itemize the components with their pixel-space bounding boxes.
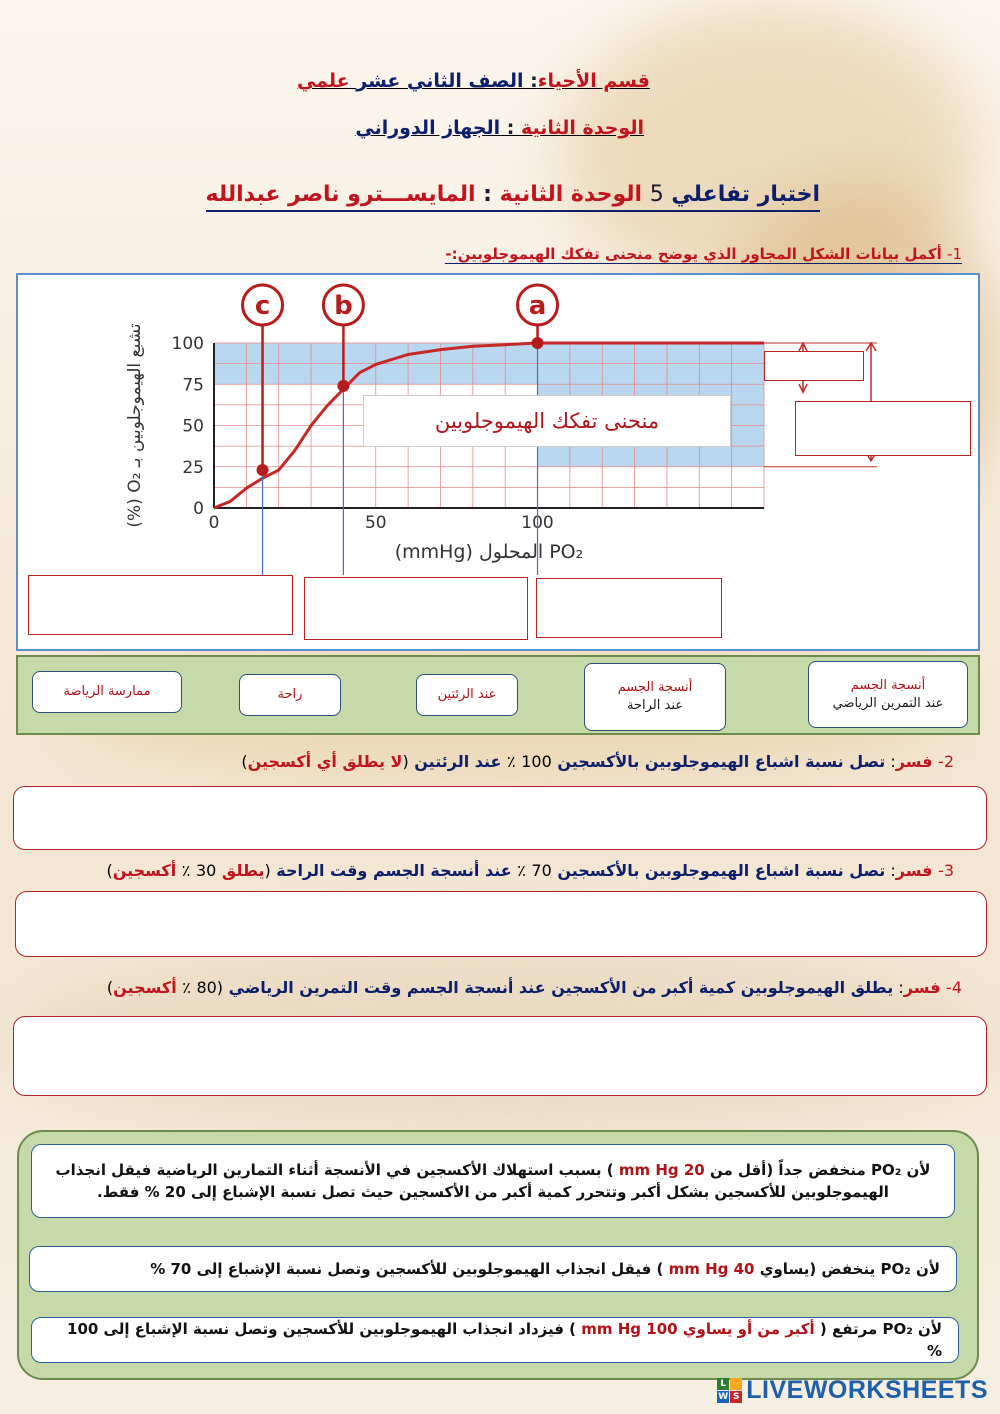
- word-chip-exercise[interactable]: [32, 671, 182, 713]
- answer-2-part-1: لأن PO₂ ينخفض (يساوي: [759, 1259, 940, 1278]
- y-tick-label: 100: [171, 334, 204, 354]
- grade-label: الصف الثاني عشر: [356, 70, 524, 92]
- q1-text: أكمل بيانات الشكل المجاور الذي يوضح منحنى تفكك الهيموجلوبين:-: [445, 245, 942, 263]
- answer-2-part-3: ) فيقل انجذاب الهيموجلوبين للأكسجين وتصل نسبة الإشباع إلى 70 %: [150, 1259, 664, 1278]
- x-axis-label: (mmHg) المحلول PO₂: [394, 541, 584, 563]
- quiz-title: اختبار تفاعلي 5 الوحدة الثانية : المايســـترو ناصر عبدالله: [206, 182, 820, 212]
- author-name: المايســـترو ناصر عبدالله: [205, 182, 476, 207]
- y-tick-label: 0: [193, 499, 204, 519]
- q2-note: لا يطلق أي أكسجين: [247, 752, 403, 771]
- chip-1-line-2: عند التمرين الرياضي: [832, 695, 944, 711]
- y-tick-label: 25: [182, 457, 204, 478]
- answer-3-part-1: لأن PO₂ مرتفع (: [819, 1319, 942, 1338]
- question-4: 4- فسر: يطلق الهيموجلوبين كمية أكبر من الأكسجين عند أنسجة الجسم وقت التمرين الرياضي (80 ٪ أكسجين): [106, 978, 962, 997]
- x-tick-label: 100: [521, 513, 554, 533]
- marker-c-point: [257, 464, 269, 476]
- q2-value: 100: [521, 752, 552, 771]
- answer-box-c[interactable]: [28, 575, 293, 635]
- marker-a-point: [532, 337, 544, 349]
- dept-label: قسم الأحياء: [537, 70, 650, 92]
- answer-1-part-1: لأن PO₂ منخفض جداً (أقل من: [709, 1160, 931, 1179]
- question-1: [445, 245, 962, 264]
- q4-text: يطلق الهيموجلوبين كمية أكبر من الأكسجين عند أنسجة الجسم وقت التمرين الرياضي: [228, 978, 894, 997]
- q3-note-tail: أكسجين: [112, 861, 177, 880]
- answer-option-1[interactable]: [31, 1144, 955, 1218]
- q3-note-value: 30: [195, 861, 217, 880]
- q3-text: تصل نسبة اشباع الهيموجلوبين بالأكسجين: [557, 861, 886, 880]
- q2-number: 2-: [938, 752, 954, 771]
- answer-box-b[interactable]: [304, 577, 528, 640]
- logo-tile-l: L: [717, 1378, 729, 1390]
- q3-tail: عند أنسجة الجسم وقت الراحة: [276, 861, 512, 880]
- q1-number: 1-: [947, 245, 962, 263]
- quiz-label: اختبار تفاعلي: [671, 182, 820, 207]
- marker-b-label: b: [334, 291, 353, 321]
- marker-a-label: a: [528, 291, 547, 321]
- answer-2-part-2: 40 mm Hg: [668, 1259, 755, 1278]
- liveworksheets-logo-icon: [717, 1378, 742, 1403]
- q3-number: 3-: [938, 861, 954, 880]
- header-line-2: الوحدة الثانية : الجهاز الدوراني: [355, 117, 644, 139]
- logo-tile-w: W: [718, 1392, 729, 1402]
- q4-pct: ٪: [182, 978, 191, 997]
- question-2: 2- فسر: تصل نسبة اشباع الهيموجلوبين بالأكسجين 100 ٪ عند الرئتين (لا يطلق أي أكسجين): [241, 752, 954, 771]
- logo-tile-s: S: [730, 1391, 742, 1403]
- word-bank: [16, 655, 980, 735]
- answer-1-part-2: 20 mm Hg: [618, 1160, 705, 1179]
- x-tick-label: 0: [208, 513, 220, 533]
- chip-2-line-2: عند الراحة: [627, 698, 683, 713]
- header-line-1: قسم الأحياء: الصف الثاني عشر علمي: [296, 70, 650, 92]
- quiz-unit: الوحدة الثانية: [499, 182, 643, 207]
- unit-label: الوحدة الثانية: [520, 117, 644, 139]
- word-chip-lungs[interactable]: [416, 674, 518, 716]
- answer-drop-4[interactable]: [13, 1016, 987, 1096]
- chip-1-line-1: أنسجة الجسم: [850, 677, 926, 693]
- chip-4-label: راحة: [277, 687, 303, 703]
- liveworksheets-footer: [717, 1376, 988, 1405]
- liveworksheets-brand: LIVEWORKSHEETS: [746, 1376, 988, 1404]
- q2-tail: عند الرئتين: [414, 752, 502, 771]
- q3-value: 70: [531, 861, 552, 880]
- answer-option-3[interactable]: [31, 1317, 959, 1363]
- word-chip-rest[interactable]: [239, 674, 341, 716]
- q2-text: تصل نسبة اشباع الهيموجلوبين بالأكسجين: [557, 752, 886, 771]
- q3-verb: فسر: [895, 861, 933, 880]
- q4-number: 4-: [946, 978, 962, 997]
- answer-option-2[interactable]: [29, 1246, 957, 1292]
- chip-3-label: عند الرئتين: [437, 687, 497, 703]
- y-axis-label: (%) O₂ تشبع الهيموجلوبين بـ: [125, 323, 145, 528]
- answer-drop-2[interactable]: [13, 786, 987, 850]
- chart-title: منحنى تفكك الهيموجلوبين: [434, 409, 660, 433]
- answer-3-part-2: أكبر من أو يساوي 100 mm Hg: [581, 1319, 815, 1338]
- answer-bank: [17, 1130, 979, 1380]
- y-tick-label: 75: [182, 375, 204, 396]
- q2-pct: ٪: [507, 752, 516, 771]
- chart-frame: [16, 273, 980, 651]
- q3-pct: ٪: [517, 861, 526, 880]
- logo-tile-yellow: [730, 1378, 742, 1390]
- quiz-number: 5: [649, 182, 664, 207]
- x-tick-label: 50: [364, 513, 387, 533]
- answer-box-right[interactable]: [795, 401, 971, 456]
- answer-drop-3[interactable]: [15, 891, 987, 957]
- q3-note-verb: يطلق: [221, 861, 265, 880]
- q4-note-tail: أكسجين: [113, 978, 177, 997]
- word-chip-exercise-tissues[interactable]: [808, 661, 968, 728]
- q4-verb: فسر: [903, 978, 941, 997]
- marker-c-label: c: [254, 291, 271, 321]
- track-label: علمي: [296, 70, 350, 92]
- answer-box-a[interactable]: [536, 578, 722, 638]
- unit-title: الجهاز الدوراني: [355, 117, 501, 139]
- q2-verb: فسر: [895, 752, 933, 771]
- chip-2-line-1: أنسجة الجسم: [617, 680, 693, 696]
- answer-3-part-3: ) فيزداد انجذاب الهيموجلوبين للأكسجين وتصل نسبة الإشباع إلى 100 %: [67, 1319, 942, 1360]
- answer-1-part-3: ) بسبب استهلاك الأكسجين في الأنسجة أثناء التمارين الرياضية فيقل انجذاب الهيموجلوبين للأكسجين بشكل أكبر وتتحرر كمية أكبر من الأكسجين حيث تصل نسبة الإشباع إلى 20 % فقط.: [55, 1160, 889, 1201]
- q4-note-value: 80: [196, 978, 217, 997]
- marker-b-point: [337, 380, 349, 392]
- y-tick-label: 50: [182, 416, 204, 437]
- chip-5-label: ممارسة الرياضة: [63, 684, 151, 700]
- answer-box-top-right-small[interactable]: [764, 351, 864, 381]
- chart-title-box: [363, 395, 731, 447]
- word-chip-rest-tissues[interactable]: [584, 663, 726, 731]
- question-3: 3- فسر: تصل نسبة اشباع الهيموجلوبين بالأكسجين 70 ٪ عند أنسجة الجسم وقت الراحة (يطلق 30 ٪ أكسجين): [106, 861, 954, 880]
